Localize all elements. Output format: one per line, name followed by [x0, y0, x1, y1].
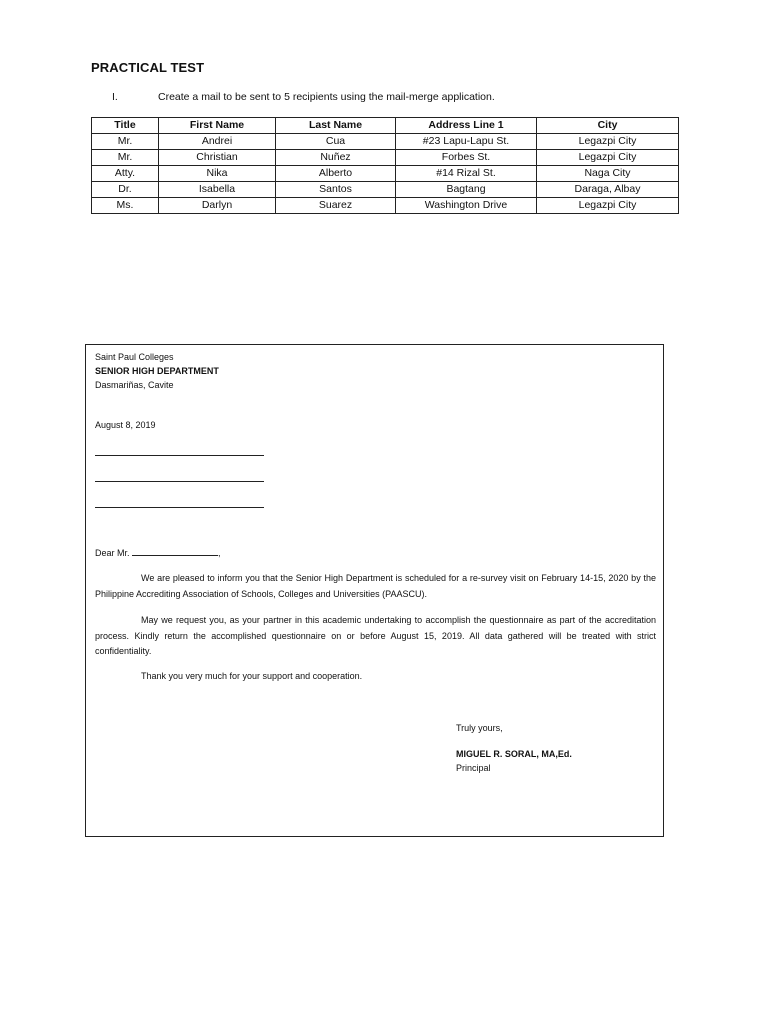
column-header-last-name: Last Name [276, 118, 396, 134]
letter-paragraph-1: We are pleased to inform you that the Senior High Department is scheduled for a re-survey visit on February 14-15, 2020 by the Philippine Accrediting Association of Schools, Colleges and Universities (PAASCU). [95, 573, 656, 599]
cell-last-name: Cua [276, 134, 396, 150]
cell-address: Forbes St. [396, 150, 537, 166]
salutation-name-blank[interactable] [132, 546, 218, 556]
table-row [92, 150, 679, 166]
table-row [92, 166, 679, 182]
table-row [92, 198, 679, 214]
table-row [92, 182, 679, 198]
cell-title: Mr. [92, 134, 159, 150]
recipient-address-blank[interactable] [95, 481, 264, 482]
cell-city: Legazpi City [537, 134, 679, 150]
recipient-name-blank[interactable] [95, 455, 264, 456]
cell-last-name: Alberto [276, 166, 396, 182]
cell-first-name: Andrei [159, 134, 276, 150]
cell-city: Legazpi City [537, 198, 679, 214]
instruction-line [112, 91, 495, 103]
department-name: SENIOR HIGH DEPARTMENT [95, 366, 219, 376]
cell-title: Mr. [92, 150, 159, 166]
letter-paragraph-3: Thank you very much for your support and cooperation. [141, 671, 363, 681]
cell-first-name: Christian [159, 150, 276, 166]
salutation-suffix: , [218, 548, 221, 558]
cell-last-name: Suarez [276, 198, 396, 214]
letter-closing: Truly yours, [456, 723, 503, 733]
cell-title: Dr. [92, 182, 159, 198]
cell-city: Legazpi City [537, 150, 679, 166]
cell-address: Bagtang [396, 182, 537, 198]
instruction-text: Create a mail to be sent to 5 recipients using the mail-merge application. [158, 91, 495, 103]
column-header-address: Address Line 1 [396, 118, 537, 134]
cell-last-name: Nuñez [276, 150, 396, 166]
letter-paragraph-2: May we request you, as your partner in this academic undertaking to accomplish the questionnaire as part of the accreditation process. Kindly return the accomplished questionnaire on or before August 15, 2019. All data gathered will be treated with strict confidentiality. [95, 615, 656, 656]
cell-first-name: Nika [159, 166, 276, 182]
column-header-city: City [537, 118, 679, 134]
cell-last-name: Santos [276, 182, 396, 198]
cell-address: #14 Rizal St. [396, 166, 537, 182]
letter-template [85, 344, 664, 837]
cell-city: Naga City [537, 166, 679, 182]
cell-title: Atty. [92, 166, 159, 182]
table-header-row [92, 118, 679, 134]
cell-address: Washington Drive [396, 198, 537, 214]
instruction-number: I. [112, 91, 118, 103]
signatory-position: Principal [456, 763, 491, 773]
cell-city: Daraga, Albay [537, 182, 679, 198]
page-heading: PRACTICAL TEST [91, 60, 205, 75]
recipient-city-blank[interactable] [95, 507, 264, 508]
salutation [95, 546, 221, 560]
column-header-first-name: First Name [159, 118, 276, 134]
school-address: Dasmariñas, Cavite [95, 380, 174, 390]
school-name: Saint Paul Colleges [95, 352, 174, 362]
cell-title: Ms. [92, 198, 159, 214]
recipients-table [91, 117, 679, 214]
cell-first-name: Darlyn [159, 198, 276, 214]
letter-date: August 8, 2019 [95, 420, 156, 430]
salutation-prefix: Dear Mr. [95, 548, 133, 558]
table-row [92, 134, 679, 150]
cell-address: #23 Lapu-Lapu St. [396, 134, 537, 150]
signatory-name: MIGUEL R. SORAL, MA,Ed. [456, 749, 572, 759]
cell-first-name: Isabella [159, 182, 276, 198]
column-header-title: Title [92, 118, 159, 134]
